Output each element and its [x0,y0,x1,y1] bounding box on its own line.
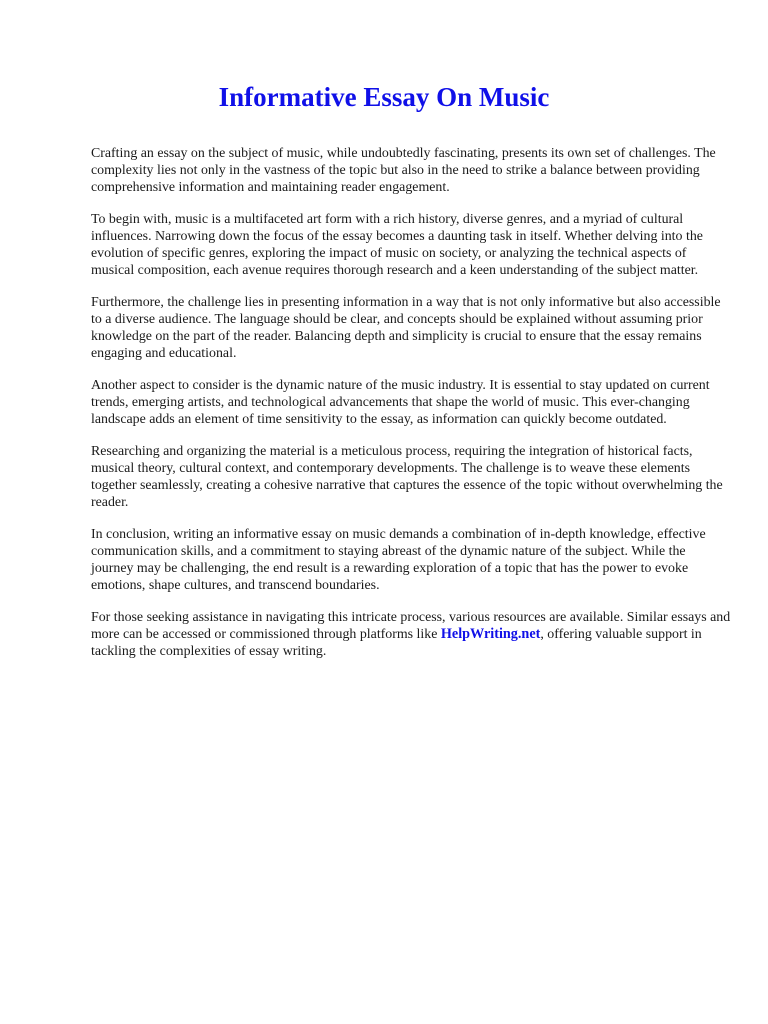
paragraph-multifaceted: To begin with, music is a multifaceted art form with a rich history, diverse genres, and a myriad of cultural influences. Narrowing down the focus of the essay becomes a daunting task in itself. Whether delving into the evolution of specific genres, exploring the impact of music on society, or analyzing the technical aspects of musical composition, each avenue requires thorough research and a keen understanding of the subject matter. [91,212,703,278]
essay-body [91,145,731,675]
closing-text-before-link: For those seeking assistance in navigating this intricate process, various resources are available. Similar essays and more can be accessed or commissioned through platforms like [91,610,731,642]
paragraph-intro: Crafting an essay on the subject of music, while undoubtedly fascinating, presents its own set of challenges. The complexity lies not only in the vastness of the topic but also in the need to strike a balance between providing comprehensive information and maintaining reader engagement. [91,146,716,195]
paragraph-accessibility: Furthermore, the challenge lies in presenting information in a way that is not only informative but also accessible to a diverse audience. The language should be clear, and concepts should be explained without assuming prior knowledge on the part of the reader. Balancing depth and simplicity is crucial to ensure that the essay remains engaging and educational. [91,295,721,361]
paragraph-research: Researching and organizing the material is a meticulous process, requiring the integration of historical facts, musical theory, cultural context, and contemporary developments. The challenge is to weave these elements together seamlessly, creating a cohesive narrative that captures the essence of the topic without overwhelming the reader. [91,444,723,510]
paragraph-conclusion: In conclusion, writing an informative essay on music demands a combination of in-depth knowledge, effective communication skills, and a commitment to staying abreast of the dynamic nature of the subject. While the journey may be challenging, the end result is a rewarding exploration of a topic that has the power to evoke emotions, shape cultures, and transcend boundaries. [91,527,706,593]
helpwriting-link[interactable]: HelpWriting.net [440,626,541,642]
page-title: Informative Essay On Music [218,82,550,112]
closing-text-after-link: , offering valuable support in tackling the complexities of essay writing. [91,627,702,659]
paragraph-dynamic-industry: Another aspect to consider is the dynamic nature of the music industry. It is essential to stay updated on current trends, emerging artists, and technological advancements that shape the world of music. This ever-changing landscape adds an element of time sensitivity to the essay, as information can quickly become outdated. [91,378,710,427]
paragraph-closing [91,609,731,660]
